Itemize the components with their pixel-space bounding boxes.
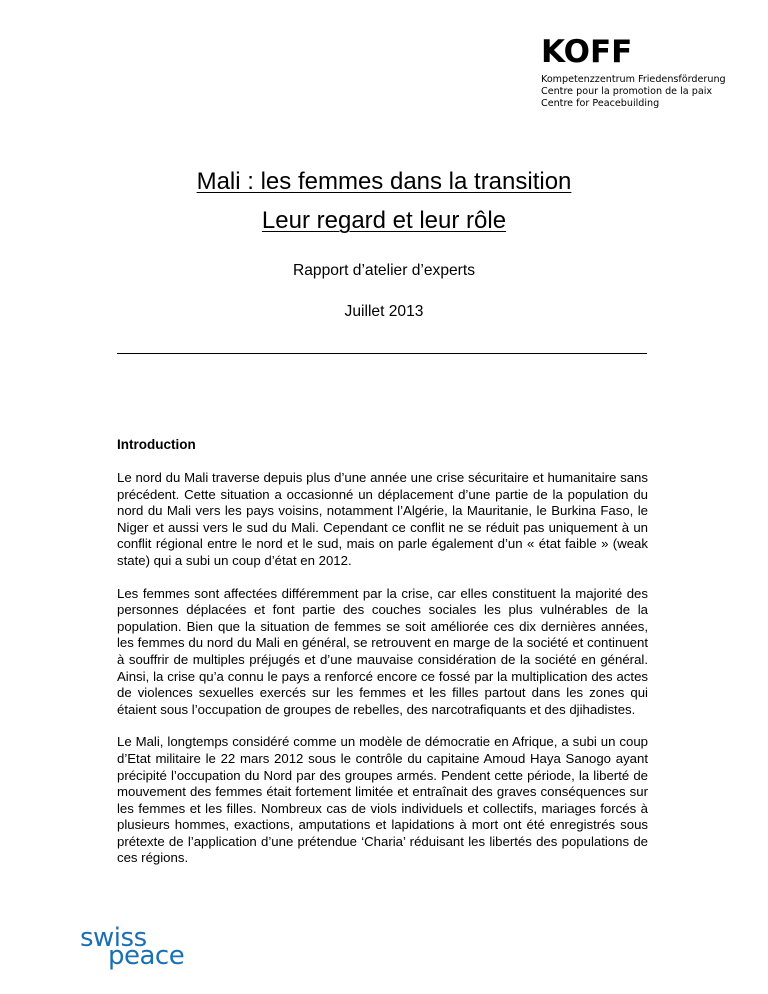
koff-logo-tagline [541, 74, 726, 110]
paragraph-3: Le Mali, longtemps considéré comme un modèle de démocratie en Afrique, a subi un coup d’Etat militaire le 22 mars 2012 sous le contrôle du capitaine Amoud Haya Sanogo ayant précipité l’occupation du Nord par des groupes armés. Pendent cette période, la liberté de mouvement des femmes était fortement limitée et entraînait des graves conséquences sur les femmes et les filles. Nombreux cas de viols individuels et collectifs, mariages forcés à plusieurs hommes, exactions, amputations et lapidations à mort ont été enregistrés sous prétexte de l’application d’une prétendue ‘Charia’ réduisant les libertés des populations de ces régions. [117, 734, 648, 866]
paragraph-1: Le nord du Mali traverse depuis plus d’une année une crise sécuritaire et humanitaire sans précédent. Cette situation a occasionné un déplacement d’une partie de la population du nord du Mali vers les pays voisins, notamment l’Algérie, la Mauritanie, le Burkina Faso, le Niger et aussi vers le sud du Mali. Cependant ce conflit ne se réduit pas uniquement à un conflit régional entre le nord et le sud, mais on parle également d’un « état faible » (weak state) qui a subi un coup d’état en 2012. [117, 470, 648, 568]
paragraph-2: Les femmes sont affectées différemment par la crise, car elles constituent la majorité des personnes déplacées et font partie des couches sociales les plus vulnérables de la population. Bien que la situation de femmes se soit améliorée ces dix dernières années, les femmes du nord du Mali en général, se retrouvent en marge de la société et continuent à souffrir de multiples préjugés et d’une mauvaise considération de la société en général. Ainsi, la crise qu’a connu le pays a renforcé encore ce fossé par la multiplication des actes de violences sexuelles exercés sur les femmes et les filles partout dans les zones qui étaient sous l’occupation de groupes de rebelles, des narcotrafiquants et des djihadistes. [117, 585, 648, 717]
swisspeace-logo [80, 925, 200, 973]
document-subtitle: Leur regard et leur rôle [261, 207, 507, 234]
swisspeace-logo-bottom: peace [108, 941, 185, 971]
swisspeace-logo-top: swiss [80, 923, 147, 953]
introduction-section [117, 436, 648, 883]
koff-logo [541, 34, 726, 110]
document-title: Mali : les femmes dans la transition [196, 168, 572, 195]
horizontal-rule [117, 353, 647, 354]
koff-tagline-de: Kompetenzzentrum Friedensförderung [541, 74, 726, 85]
koff-logo-word: KOFF [541, 34, 633, 70]
koff-tagline-en: Centre for Peacebuilding [541, 98, 660, 109]
koff-tagline-fr: Centre pour la promotion de la paix [541, 86, 713, 97]
report-date: Juillet 2013 [344, 303, 424, 320]
report-type: Rapport d’atelier d’experts [292, 262, 476, 279]
section-heading: Introduction [117, 437, 196, 452]
